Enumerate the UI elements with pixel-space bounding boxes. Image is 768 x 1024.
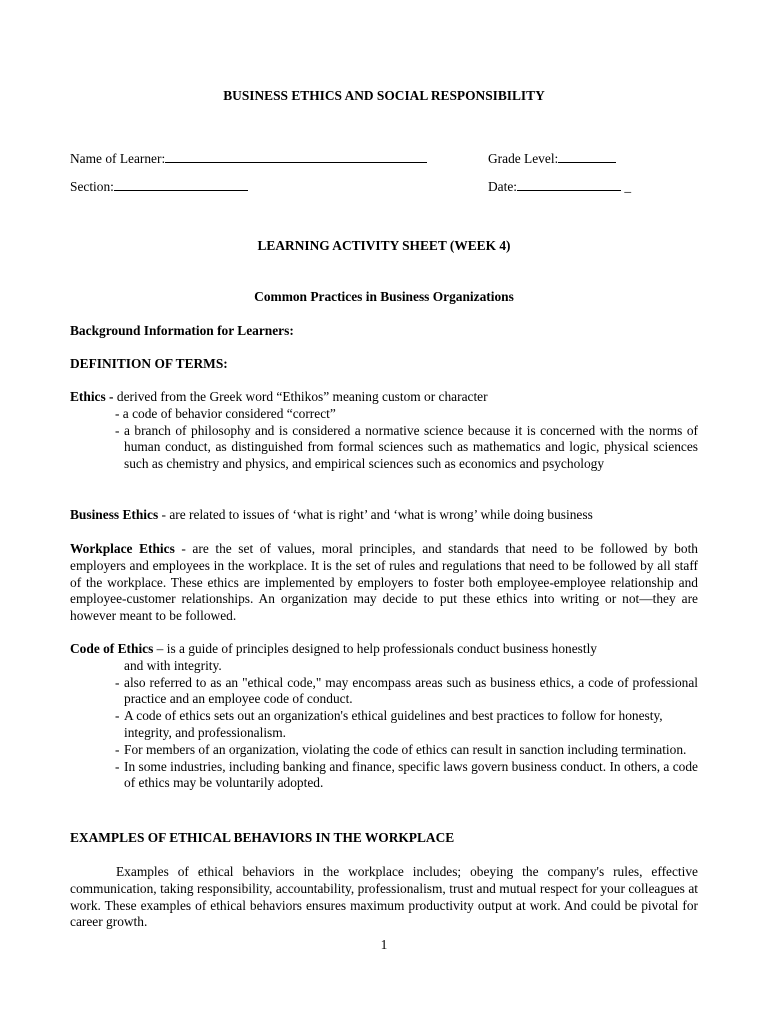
code-of-ethics-bullet: - also referred to as an "ethical code," may encompass areas such as business ethics, a code of professional practice and an employee code of conduct.	[115, 674, 698, 707]
ethics-bullet	[70, 423, 698, 473]
learner-name-label: Name of Learner:	[70, 151, 166, 166]
examples-heading: EXAMPLES OF ETHICAL BEHAVIORS IN THE WORKPLACE	[70, 830, 455, 845]
section-label: Section:	[70, 179, 114, 194]
code-of-ethics-term: Code of Ethics	[70, 641, 154, 656]
code-of-ethics-bullet-text: In some industries, including banking and finance, specific laws govern business conduct. In others, a code of ethics may be voluntarily adopted.	[124, 758, 698, 791]
code-of-ethics-bullet: - In some industries, including banking and finance, specific laws govern business conduct. In others, a code of ethics may be voluntarily adopted.	[115, 758, 698, 791]
learner-name-field[interactable]	[70, 149, 427, 168]
definitions-heading: DEFINITION OF TERMS:	[70, 356, 228, 371]
business-ethics-def: - are related to issues of ‘what is right’ and ‘what is wrong’ while doing business	[158, 507, 593, 522]
business-ethics-term: Business Ethics	[70, 507, 159, 522]
ethics-bullet-text-2: - a branch of philosophy and is considered a normative science because it is concerned with the norms of human conduct, as distinguished from formal sciences such as mathematics and logic, physical sciences such as chemistry and physics, and empirical sciences such as economics and psychology	[115, 422, 698, 472]
business-ethics-definition	[70, 507, 698, 524]
ethics-bullet	[70, 406, 698, 423]
ethics-definition	[70, 389, 698, 473]
code-of-ethics-bullet: - For members of an organization, violating the code of ethics can result in sanction including termination.	[115, 741, 687, 757]
page-number: 1	[380, 937, 388, 952]
workplace-ethics-def: - are the set of values, moral principles, and standards that need to be followed by both employers and employees in the workplace. It is the set of rules and regulations that need to be followed by all staff of the workplace. These ethics are implemented by employers to foster both employee-employee relationship and employee-customer relationships. An organization may decide to put these ethics into writing or not—they are however meant to be followed.	[70, 541, 698, 624]
section-blank[interactable]	[114, 177, 248, 191]
grade-level-field[interactable]	[488, 149, 616, 168]
background-heading: Background Information for Learners:	[70, 323, 294, 338]
date-trail: _	[624, 179, 632, 194]
examples-paragraph: Examples of ethical behaviors in the workplace includes; obeying the company's rules, effective communication, taking responsibility, accountability, professionalism, trust and mutual respect for your colleagues at work. These examples of ethical behaviors ensures maximum productivity output at work. And could be pivotal for career growth.	[70, 864, 698, 930]
code-of-ethics-def-cont: and with integrity.	[124, 657, 222, 673]
code-of-ethics-bullet: - A code of ethics sets out an organization's ethical guidelines and best practices to follow for honesty, integrity, and professionalism.	[115, 708, 663, 740]
learner-name-blank[interactable]	[165, 149, 427, 163]
ethics-term: Ethics -	[70, 389, 114, 404]
date-label: Date:	[488, 179, 517, 194]
code-of-ethics-bullet-text: A code of ethics sets out an organization's ethical guidelines and best practices to follow for honesty, integrity, and professionalism.	[124, 708, 663, 740]
activity-subtitle: Common Practices in Business Organizations	[254, 289, 514, 304]
workplace-ethics-definition	[70, 541, 698, 625]
date-blank[interactable]	[517, 177, 621, 191]
document-page	[70, 0, 698, 1024]
grade-level-blank[interactable]	[558, 149, 616, 163]
ethics-def: derived from the Greek word “Ethikos” meaning custom or character	[113, 389, 488, 404]
workplace-ethics-term: Workplace Ethics	[70, 541, 175, 556]
code-of-ethics-definition	[70, 641, 698, 792]
code-of-ethics-bullet-text: also referred to as an "ethical code," may encompass areas such as business ethics, a code of professional practice and an employee code of conduct.	[124, 674, 698, 707]
date-field[interactable]	[488, 177, 631, 196]
section-field[interactable]	[70, 177, 248, 196]
code-of-ethics-bullet-text: For members of an organization, violating the code of ethics can result in sanction including termination.	[124, 741, 687, 757]
activity-title: LEARNING ACTIVITY SHEET (WEEK 4)	[257, 238, 511, 253]
code-of-ethics-def: – is a guide of principles designed to help professionals conduct business honestly	[153, 641, 598, 656]
grade-level-label: Grade Level:	[488, 151, 559, 166]
ethics-bullet-text-1: - a code of behavior considered “correct”	[115, 405, 336, 421]
document-title: BUSINESS ETHICS AND SOCIAL RESPONSIBILITY	[223, 88, 545, 103]
